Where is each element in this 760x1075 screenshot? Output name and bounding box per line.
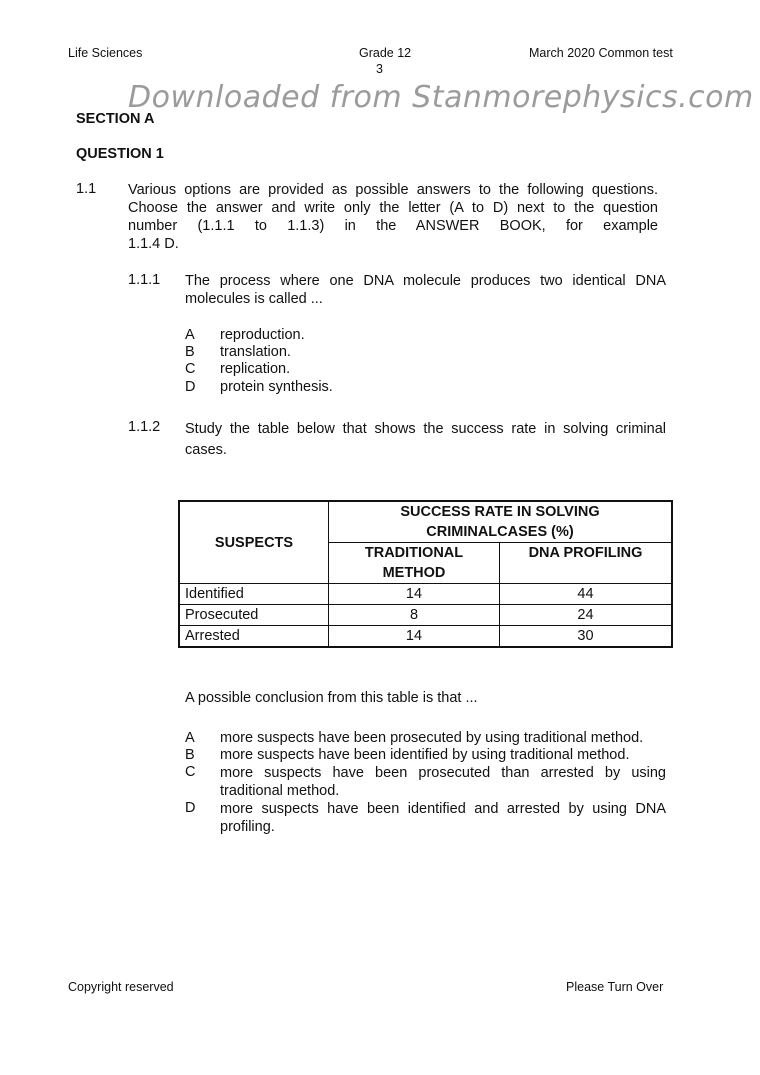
cell-dna: 24 <box>500 605 673 626</box>
option-line: traditional method. <box>220 783 340 799</box>
option-text: more suspects have been identified by using traditional method. <box>220 747 630 763</box>
stem-line: cases. <box>185 442 227 458</box>
row-label: Arrested <box>179 626 329 648</box>
footer-copyright: Copyright reserved <box>68 980 174 994</box>
option-text: replication. <box>220 361 291 377</box>
option-text: more suspects have been prosecuted by using traditional method. <box>220 730 644 746</box>
table-row <box>179 626 672 648</box>
cell-dna: 30 <box>500 626 673 648</box>
group-header <box>329 501 673 543</box>
q1-1-1-stem <box>185 272 666 308</box>
success-rate-table <box>178 500 673 648</box>
instruction-line: 1.1.4 D. <box>128 236 179 252</box>
instruction-line: number (1.1.1 to 1.1.3) in the ANSWER BOOK, for example <box>128 218 658 234</box>
conclusion-stem: A possible conclusion from this table is that ... <box>185 690 478 706</box>
option-letter: D <box>185 379 196 395</box>
option-letter: D <box>185 800 196 816</box>
option-line: profiling. <box>220 819 275 835</box>
q1-1-2-stem <box>185 419 666 461</box>
option-letter: A <box>185 730 195 746</box>
stem-line: molecules is called ... <box>185 291 323 307</box>
option-line: more suspects have been prosecuted than arrested by using <box>220 765 666 781</box>
col-header-suspects: SUSPECTS <box>179 501 329 584</box>
q1-1-2-number: 1.1.2 <box>128 419 161 435</box>
col-header-dna: DNA PROFILING <box>500 543 673 584</box>
stem-line: Study the table below that shows the success rate in solving criminal <box>185 421 666 437</box>
option-letter: B <box>185 747 195 763</box>
q1-1-instructions <box>128 181 658 253</box>
footer-turn-over: Please Turn Over <box>566 980 664 994</box>
option-text <box>220 800 666 836</box>
q1-1-1-number: 1.1.1 <box>128 272 161 288</box>
option-text <box>220 764 666 800</box>
option-text: protein synthesis. <box>220 379 333 395</box>
cell-traditional: 8 <box>329 605 500 626</box>
option-text: translation. <box>220 344 291 360</box>
option-letter: B <box>185 344 195 360</box>
q1-1-number: 1.1 <box>76 181 97 197</box>
cell-dna: 44 <box>500 584 673 605</box>
option-letter: C <box>185 764 196 780</box>
header-grade: Grade 12 <box>359 46 412 60</box>
cell-traditional: 14 <box>329 584 500 605</box>
instruction-line: Various options are provided as possible answers to the following questions. <box>128 182 658 198</box>
instruction-line: Choose the answer and write only the letter (A to D) next to the question <box>128 200 658 216</box>
header-subject: Life Sciences <box>68 46 143 60</box>
watermark: Downloaded from Stanmorephysics.com <box>128 80 754 115</box>
row-label: Prosecuted <box>179 605 329 626</box>
group-header-line: CRIMINALCASES (%) <box>426 524 574 540</box>
col-header-line: TRADITIONAL <box>364 545 464 561</box>
option-line: more suspects have been identified and arrested by using DNA <box>220 801 666 817</box>
page-number: 3 <box>376 62 383 76</box>
row-label: Identified <box>179 584 329 605</box>
cell-traditional: 14 <box>329 626 500 648</box>
question-title: QUESTION 1 <box>76 146 164 162</box>
option-letter: C <box>185 361 196 377</box>
table-row <box>179 584 672 605</box>
header-test-name: March 2020 Common test <box>529 46 673 60</box>
col-header-line: METHOD <box>382 565 446 581</box>
option-text: reproduction. <box>220 327 305 343</box>
group-header-line: SUCCESS RATE IN SOLVING <box>400 504 600 520</box>
col-header-traditional <box>329 543 500 584</box>
stem-line: The process where one DNA molecule produces two identical DNA <box>185 273 666 289</box>
option-letter: A <box>185 327 195 343</box>
table-row <box>179 605 672 626</box>
section-title: SECTION A <box>76 111 155 127</box>
